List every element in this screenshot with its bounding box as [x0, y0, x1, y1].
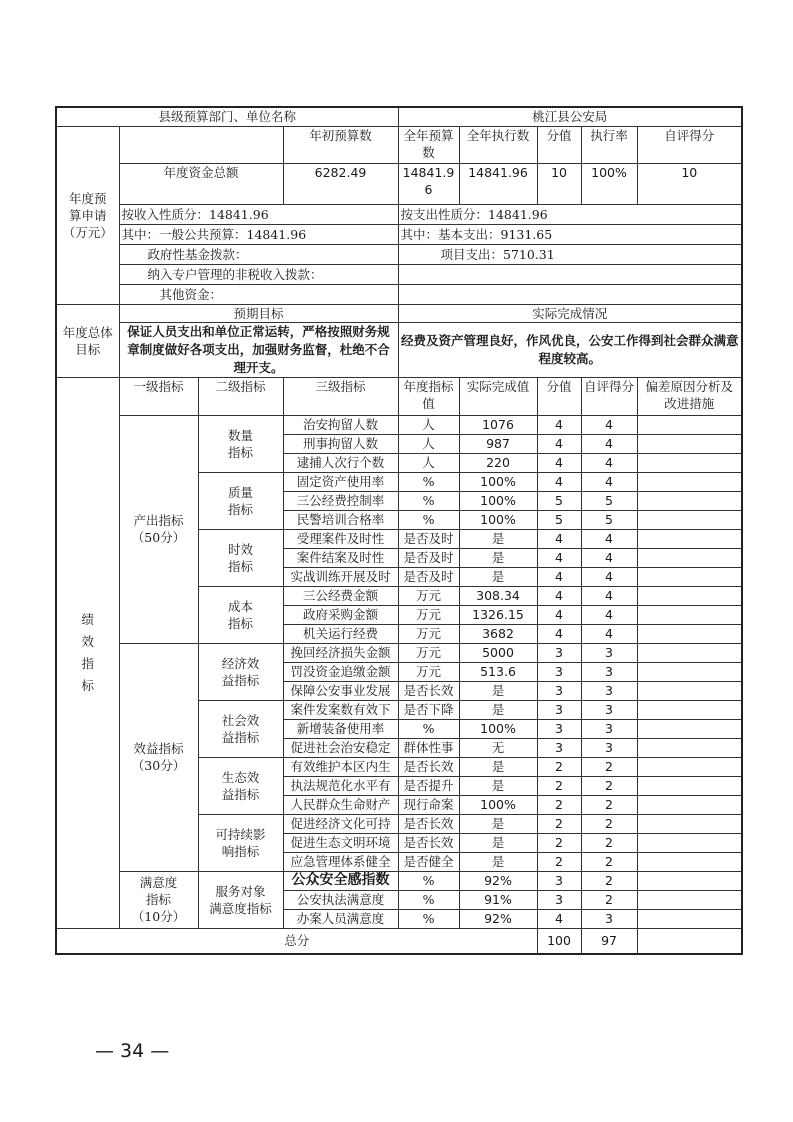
budget-empty-header: [119, 126, 283, 163]
score-value: 3: [537, 662, 581, 681]
actual-completion-text: 经费及资产管理良好，作风优良，公安工作得到社会群众满意程度较高。: [398, 322, 742, 377]
level3-indicator-name: 逮捕人次行个数: [283, 453, 398, 472]
deviation-analysis: [637, 776, 742, 795]
annual-target-value: 是否及时: [398, 567, 459, 586]
deviation-analysis: [637, 586, 742, 605]
deviation-analysis: [637, 491, 742, 510]
actual-value: 是: [459, 548, 537, 567]
level2-header: 二级指标: [198, 377, 283, 415]
deviation-analysis: [637, 700, 742, 719]
level2-indicator: 数量 指标: [198, 415, 283, 472]
total-deviation: [637, 928, 742, 954]
annual-target-value: 现行命案: [398, 795, 459, 814]
annual-target-value: %: [398, 472, 459, 491]
deviation-analysis: [637, 890, 742, 909]
actual-value: 91%: [459, 890, 537, 909]
score-value: 3: [537, 738, 581, 757]
self-score-value: 2: [581, 757, 637, 776]
score-value: 3: [537, 719, 581, 738]
goals-label: 年度总体 目标: [56, 304, 119, 377]
annual-target-value: 万元: [398, 605, 459, 624]
annual-target-value: 是否健全: [398, 852, 459, 871]
self-score-value: 4: [581, 548, 637, 567]
score-value: 2: [537, 814, 581, 833]
annual-target-value: 是否长效: [398, 757, 459, 776]
self-score-value: 4: [581, 453, 637, 472]
self-score-value: 10: [637, 163, 742, 204]
gov-fund: 政府性基金拨款：: [119, 244, 398, 264]
actual-completion-header: 实际完成情况: [398, 304, 742, 322]
annual-target-value: 万元: [398, 586, 459, 605]
score-value: 3: [537, 871, 581, 890]
level3-indicator-name: 促进社会治安稳定: [283, 738, 398, 757]
level2-indicator: 服务对象 满意度指标: [198, 871, 283, 928]
annual-target-value: %: [398, 510, 459, 529]
annual-target-value: 人: [398, 415, 459, 434]
annual-target-value: 是否长效: [398, 814, 459, 833]
self-score-value: 2: [581, 852, 637, 871]
actual-value: 是: [459, 529, 537, 548]
score-value: 3: [537, 890, 581, 909]
dept-name: 桃江县公安局: [398, 107, 742, 126]
score-value: 4: [537, 453, 581, 472]
annual-target-header: 年度指标值: [398, 377, 459, 415]
score-value: 4: [537, 605, 581, 624]
self-score-value: 2: [581, 814, 637, 833]
level3-indicator-name: 促进经济文化可持: [283, 814, 398, 833]
total-funds-label: 年度资金总额: [119, 163, 283, 204]
actual-value: 308.34: [459, 586, 537, 605]
level2-indicator: 生态效 益指标: [198, 757, 283, 814]
deviation-analysis: [637, 757, 742, 776]
col-header-score: 分值: [537, 126, 581, 163]
level3-indicator-name: 三公经费金额: [283, 586, 398, 605]
self-score-value: 4: [581, 415, 637, 434]
nontax-income: 纳入专户管理的非税收入拨款：: [119, 264, 398, 284]
score-value: 4: [537, 548, 581, 567]
level3-indicator-name: 公众安全感指数: [283, 871, 398, 890]
self-score-value: 4: [581, 567, 637, 586]
actual-value: 92%: [459, 871, 537, 890]
self-score-value: 3: [581, 681, 637, 700]
score-value: 4: [537, 472, 581, 491]
other-funds: 其他资金：: [119, 284, 398, 304]
deviation-analysis: [637, 795, 742, 814]
actual-value: 是: [459, 681, 537, 700]
col-header-self-score: 自评得分: [637, 126, 742, 163]
annual-target-value: %: [398, 909, 459, 928]
level2-indicator: 成本 指标: [198, 586, 283, 643]
score-value: 2: [537, 852, 581, 871]
level2-indicator: 质量 指标: [198, 472, 283, 529]
deviation-header: 偏差原因分析及改进措施: [637, 377, 742, 415]
deviation-analysis: [637, 719, 742, 738]
actual-value: 是: [459, 852, 537, 871]
level3-indicator-name: 罚没资金追缴金额: [283, 662, 398, 681]
actual-value: 100%: [459, 491, 537, 510]
performance-self-evaluation-table: [55, 106, 743, 955]
score-header: 分值: [537, 377, 581, 415]
deviation-analysis: [637, 814, 742, 833]
level3-indicator-name: 三公经费控制率: [283, 491, 398, 510]
annual-target-value: 人: [398, 453, 459, 472]
annual-target-value: 是否长效: [398, 833, 459, 852]
self-score-value: 4: [581, 529, 637, 548]
actual-value: 987: [459, 434, 537, 453]
actual-value: 513.6: [459, 662, 537, 681]
level3-indicator-name: 挽回经济损失金额: [283, 643, 398, 662]
annual-target-value: 万元: [398, 643, 459, 662]
deviation-analysis: [637, 643, 742, 662]
level3-indicator-name: 人民群众生命财产: [283, 795, 398, 814]
score-value: 3: [537, 643, 581, 662]
level1-indicator: 产出指标 （50分）: [119, 415, 198, 643]
annual-target-value: %: [398, 719, 459, 738]
level3-indicator-name: 执法规范化水平有: [283, 776, 398, 795]
level3-header: 三级指标: [283, 377, 398, 415]
deviation-analysis: [637, 415, 742, 434]
actual-value: 是: [459, 833, 537, 852]
annual-target-value: 是否提升: [398, 776, 459, 795]
annual-target-value: 是否长效: [398, 681, 459, 700]
level3-indicator-name: 民警培训合格率: [283, 510, 398, 529]
col-header-full-year: 全年预算数: [398, 126, 459, 163]
actual-value: 3682: [459, 624, 537, 643]
level1-indicator: 效益指标 （30分）: [119, 643, 198, 871]
actual-value: 是: [459, 567, 537, 586]
level3-indicator-name: 新增装备使用率: [283, 719, 398, 738]
deviation-analysis: [637, 852, 742, 871]
self-score-value: 4: [581, 605, 637, 624]
actual-value: 5000: [459, 643, 537, 662]
self-score-value: 3: [581, 700, 637, 719]
score-value: 4: [537, 415, 581, 434]
expense-nature: 按支出性质分：14841.96: [398, 204, 742, 224]
total-score: 100: [537, 928, 581, 954]
level2-indicator: 时效 指标: [198, 529, 283, 586]
deviation-analysis: [637, 833, 742, 852]
self-score-value: 5: [581, 510, 637, 529]
budget-section-label: 年度预 算申请 （万元）: [56, 126, 119, 304]
full-year-budget-value: 14841.96: [398, 163, 459, 204]
level3-indicator-name: 固定资产使用率: [283, 472, 398, 491]
score-value: 4: [537, 434, 581, 453]
self-score-value: 4: [581, 472, 637, 491]
level3-indicator-name: 保障公安事业发展: [283, 681, 398, 700]
self-score-value: 3: [581, 662, 637, 681]
score-value: 4: [537, 586, 581, 605]
deviation-analysis: [637, 472, 742, 491]
level2-indicator: 社会效 益指标: [198, 700, 283, 757]
actual-value: 是: [459, 776, 537, 795]
level3-indicator-name: 治安拘留人数: [283, 415, 398, 434]
level3-indicator-name: 办案人员满意度: [283, 909, 398, 928]
indicator-row: [56, 415, 742, 434]
level3-indicator-name: 政府采购金额: [283, 605, 398, 624]
deviation-analysis: [637, 548, 742, 567]
annual-target-value: %: [398, 871, 459, 890]
deviation-analysis: [637, 453, 742, 472]
deviation-analysis: [637, 662, 742, 681]
level1-header: 一级指标: [119, 377, 198, 415]
actual-value: 100%: [459, 719, 537, 738]
actual-value: 1076: [459, 415, 537, 434]
project-expense: 项目支出：5710.31: [398, 244, 742, 264]
self-score-value: 2: [581, 871, 637, 890]
self-score-value: 4: [581, 586, 637, 605]
level3-indicator-name: 机关运行经费: [283, 624, 398, 643]
annual-target-value: %: [398, 890, 459, 909]
level3-indicator-name: 应急管理体系健全: [283, 852, 398, 871]
actual-value: 无: [459, 738, 537, 757]
actual-value: 100%: [459, 472, 537, 491]
level3-indicator-name: 促进生态文明环境: [283, 833, 398, 852]
total-self-score: 97: [581, 928, 637, 954]
actual-value: 100%: [459, 795, 537, 814]
actual-value: 220: [459, 453, 537, 472]
annual-target-value: 是否及时: [398, 548, 459, 567]
level2-indicator: 可持续影 响指标: [198, 814, 283, 871]
income-nature: 按收入性质分：14841.96: [119, 204, 398, 224]
indicator-row: [56, 871, 742, 890]
score-value: 4: [537, 567, 581, 586]
self-score-value: 5: [581, 491, 637, 510]
annual-target-value: 万元: [398, 624, 459, 643]
level3-indicator-name: 案件发案数有效下: [283, 700, 398, 719]
actual-value-header: 实际完成值: [459, 377, 537, 415]
level2-indicator: 经济效 益指标: [198, 643, 283, 700]
score-value: 4: [537, 909, 581, 928]
level3-indicator-name: 受理案件及时性: [283, 529, 398, 548]
annual-target-value: 人: [398, 434, 459, 453]
score-value: 3: [537, 700, 581, 719]
level3-indicator-name: 实战训练开展及时: [283, 567, 398, 586]
deviation-analysis: [637, 909, 742, 928]
self-score-value: 3: [581, 909, 637, 928]
col-header-rate: 执行率: [581, 126, 637, 163]
annual-target-value: 是否下降: [398, 700, 459, 719]
nontax-empty: [398, 264, 742, 284]
total-label: 总分: [56, 928, 537, 954]
basic-expense: 其中：基本支出：9131.65: [398, 224, 742, 244]
deviation-analysis: [637, 871, 742, 890]
self-score-value: 2: [581, 795, 637, 814]
self-score-value: 2: [581, 776, 637, 795]
level1-indicator: 满意度 指标 （10分）: [119, 871, 198, 928]
score-value: 5: [537, 491, 581, 510]
level3-indicator-name: 公安执法满意度: [283, 890, 398, 909]
executed-value: 14841.96: [459, 163, 537, 204]
score-value: 2: [537, 757, 581, 776]
deviation-analysis: [637, 434, 742, 453]
deviation-analysis: [637, 567, 742, 586]
deviation-analysis: [637, 624, 742, 643]
col-header-initial: 年初预算数: [283, 126, 398, 163]
score-value: 4: [537, 624, 581, 643]
deviation-analysis: [637, 529, 742, 548]
score-value: 10: [537, 163, 581, 204]
other-funds-empty: [398, 284, 742, 304]
general-budget: 其中：一般公共预算：14841.96: [119, 224, 398, 244]
score-value: 5: [537, 510, 581, 529]
deviation-analysis: [637, 605, 742, 624]
level3-indicator-name: 案件结案及时性: [283, 548, 398, 567]
level3-indicator-name: 刑事拘留人数: [283, 434, 398, 453]
self-score-value: 2: [581, 833, 637, 852]
self-score-value: 3: [581, 643, 637, 662]
self-score-value: 4: [581, 434, 637, 453]
expected-goal-header: 预期目标: [119, 304, 398, 322]
score-value: 4: [537, 529, 581, 548]
annual-target-value: 万元: [398, 662, 459, 681]
initial-budget-value: 6282.49: [283, 163, 398, 204]
indicator-row: [56, 643, 742, 662]
annual-target-value: 群体性事: [398, 738, 459, 757]
actual-value: 92%: [459, 909, 537, 928]
score-value: 2: [537, 833, 581, 852]
self-score-value: 3: [581, 719, 637, 738]
exec-rate-value: 100%: [581, 163, 637, 204]
annual-target-value: 是否及时: [398, 529, 459, 548]
self-score-header: 自评得分: [581, 377, 637, 415]
indicator-section-label: 绩 效 指 标: [56, 377, 119, 928]
score-value: 2: [537, 795, 581, 814]
self-score-value: 2: [581, 890, 637, 909]
deviation-analysis: [637, 510, 742, 529]
actual-value: 是: [459, 814, 537, 833]
self-score-value: 4: [581, 624, 637, 643]
actual-value: 100%: [459, 510, 537, 529]
score-value: 2: [537, 776, 581, 795]
expected-goal-text: 保证人员支出和单位正常运转，严格按照财务规章制度做好各项支出，加强财务监督，杜绝不合理开支。: [119, 322, 398, 377]
col-header-executed: 全年执行数: [459, 126, 537, 163]
dept-label: 县级预算部门、单位名称: [56, 107, 398, 126]
deviation-analysis: [637, 738, 742, 757]
self-score-value: 3: [581, 738, 637, 757]
actual-value: 是: [459, 700, 537, 719]
level3-indicator-name: 有效维护本区内生: [283, 757, 398, 776]
actual-value: 1326.15: [459, 605, 537, 624]
total-row: [56, 928, 742, 954]
annual-target-value: %: [398, 491, 459, 510]
deviation-analysis: [637, 681, 742, 700]
score-value: 3: [537, 681, 581, 700]
actual-value: 是: [459, 757, 537, 776]
page-number: — 34 —: [95, 1040, 170, 1062]
